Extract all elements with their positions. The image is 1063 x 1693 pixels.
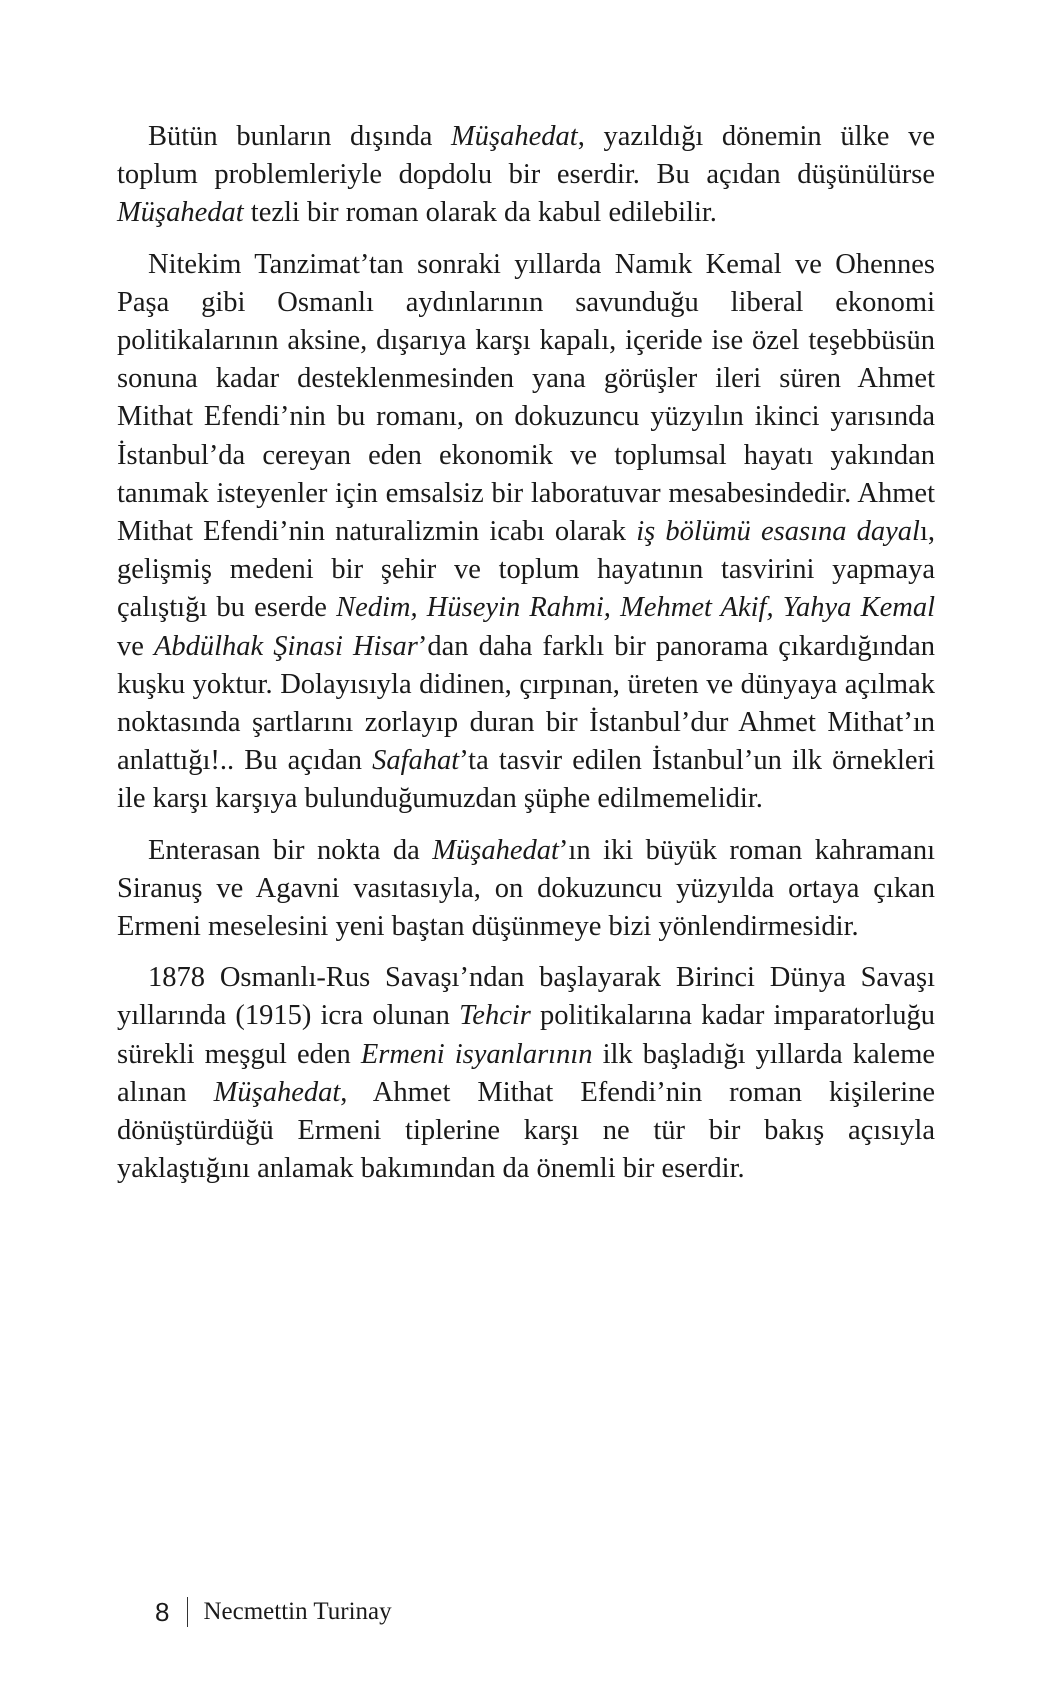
text-run: , yazıldığı dönemin ülke ve toplum problemleriyle dopdolu bir eserdir. Bu açıdan düşünülürse bbox=[117, 121, 935, 191]
italic-text-run: Müşahedat bbox=[213, 1076, 341, 1108]
text-run: Nitekim Tanzimat’tan sonraki yıllarda Namık Kemal ve Ohennes Paşa gibi Osmanlı aydınlarının savunduğu liberal ekonomi politikalarının aksine, dışarıya karşı kapalı, içeride ise özel teşebbüsün sonuna kadar desteklenmesinden yana görüşler ileri süren Ahmet Mithat Efendi’nin bu romanı, on dokuzuncu yüzyılın ikinci yarısında İstanbul’da cereyan eden ekonomik ve toplumsal hayatı yakından tanımak isteyenler için emsalsiz bir laboratuvar mesabesindedir. Ahmet Mithat Efendi’nin naturalizmin icabı olarak bbox=[117, 248, 935, 548]
text-run: , Ahmet Mithat Efendi’nin roman kişilerine dönüştürdüğü Ermeni tiplerine karşı ne tür bir bakış açısıyla yaklaştığını anlamak bakımından da önemli bir eserdir. bbox=[117, 1076, 936, 1185]
footer-divider bbox=[187, 1597, 188, 1627]
page-footer bbox=[155, 1592, 392, 1632]
paragraph bbox=[117, 832, 935, 947]
paragraph bbox=[117, 118, 935, 233]
text-run: ve bbox=[117, 630, 154, 662]
italic-text-run: Ermeni isyanlarının bbox=[360, 1038, 593, 1070]
text-run: ı, gelişmiş medeni bir şehir ve toplum hayatının tasvirini yapmaya çalıştığı bu eserde bbox=[117, 516, 935, 624]
text-run: Enterasan bir nokta da bbox=[148, 834, 433, 866]
italic-text-run: Safahat bbox=[372, 745, 460, 777]
paragraph bbox=[117, 959, 935, 1188]
italic-text-run: Müşahedat bbox=[432, 834, 559, 866]
italic-text-run: Abdülhak Şinasi Hisar bbox=[153, 630, 418, 662]
body-text bbox=[117, 118, 935, 1188]
italic-text-run: Nedim, Hüseyin Rahmi, Mehmet Akif, Yahya Kemal bbox=[336, 592, 935, 624]
text-run: ilk başladığı yıllarda kaleme alınan bbox=[117, 1038, 936, 1108]
italic-text-run: Tehcir bbox=[459, 1000, 531, 1032]
text-run: politikalarına kadar imparatorluğu sürekli meşgul eden bbox=[117, 1000, 935, 1070]
italic-text-run: Müşahedat bbox=[451, 121, 578, 152]
text-run: tezli bir roman olarak da kabul edilebilir. bbox=[243, 197, 717, 229]
author-name: Necmettin Turinay bbox=[203, 1598, 392, 1625]
italic-text-run: Müşahedat bbox=[117, 197, 244, 229]
italic-text-run: iş bölümü esasına dayal bbox=[636, 516, 920, 548]
paragraph bbox=[117, 246, 935, 819]
page-number: 8 bbox=[155, 1596, 170, 1627]
text-run: ’dan daha farklı bir panorama çıkardığından kuşku yoktur. Dolayısıyla didinen, çırpınan, üreten ve dünyaya açılmak noktasında şartlarını zorlayıp duran bir İstanbul’dur Ahmet Mithat’ın anlattığı!.. Bu açıdan bbox=[117, 630, 935, 777]
text-run: ’ta tasvir edilen İstanbul’un ilk örnekleri ile karşı karşıya bulunduğumuzdan şüphe edilmemelidir. bbox=[117, 745, 935, 815]
text-run: Bütün bunların dışında bbox=[148, 121, 452, 152]
text-run: ’ın iki büyük roman kahramanı Siranuş ve Agavni vasıtasıyla, on dokuzuncu yüzyılda ortaya çıkan Ermeni meselesini yeni baştan düşünmeye bizi yönlendirmesidir. bbox=[117, 834, 935, 943]
text-run: 1878 Osmanlı-Rus Savaşı’ndan başlayarak Birinci Dünya Savaşı yıllarında (1915) icra olunan bbox=[117, 962, 935, 1032]
